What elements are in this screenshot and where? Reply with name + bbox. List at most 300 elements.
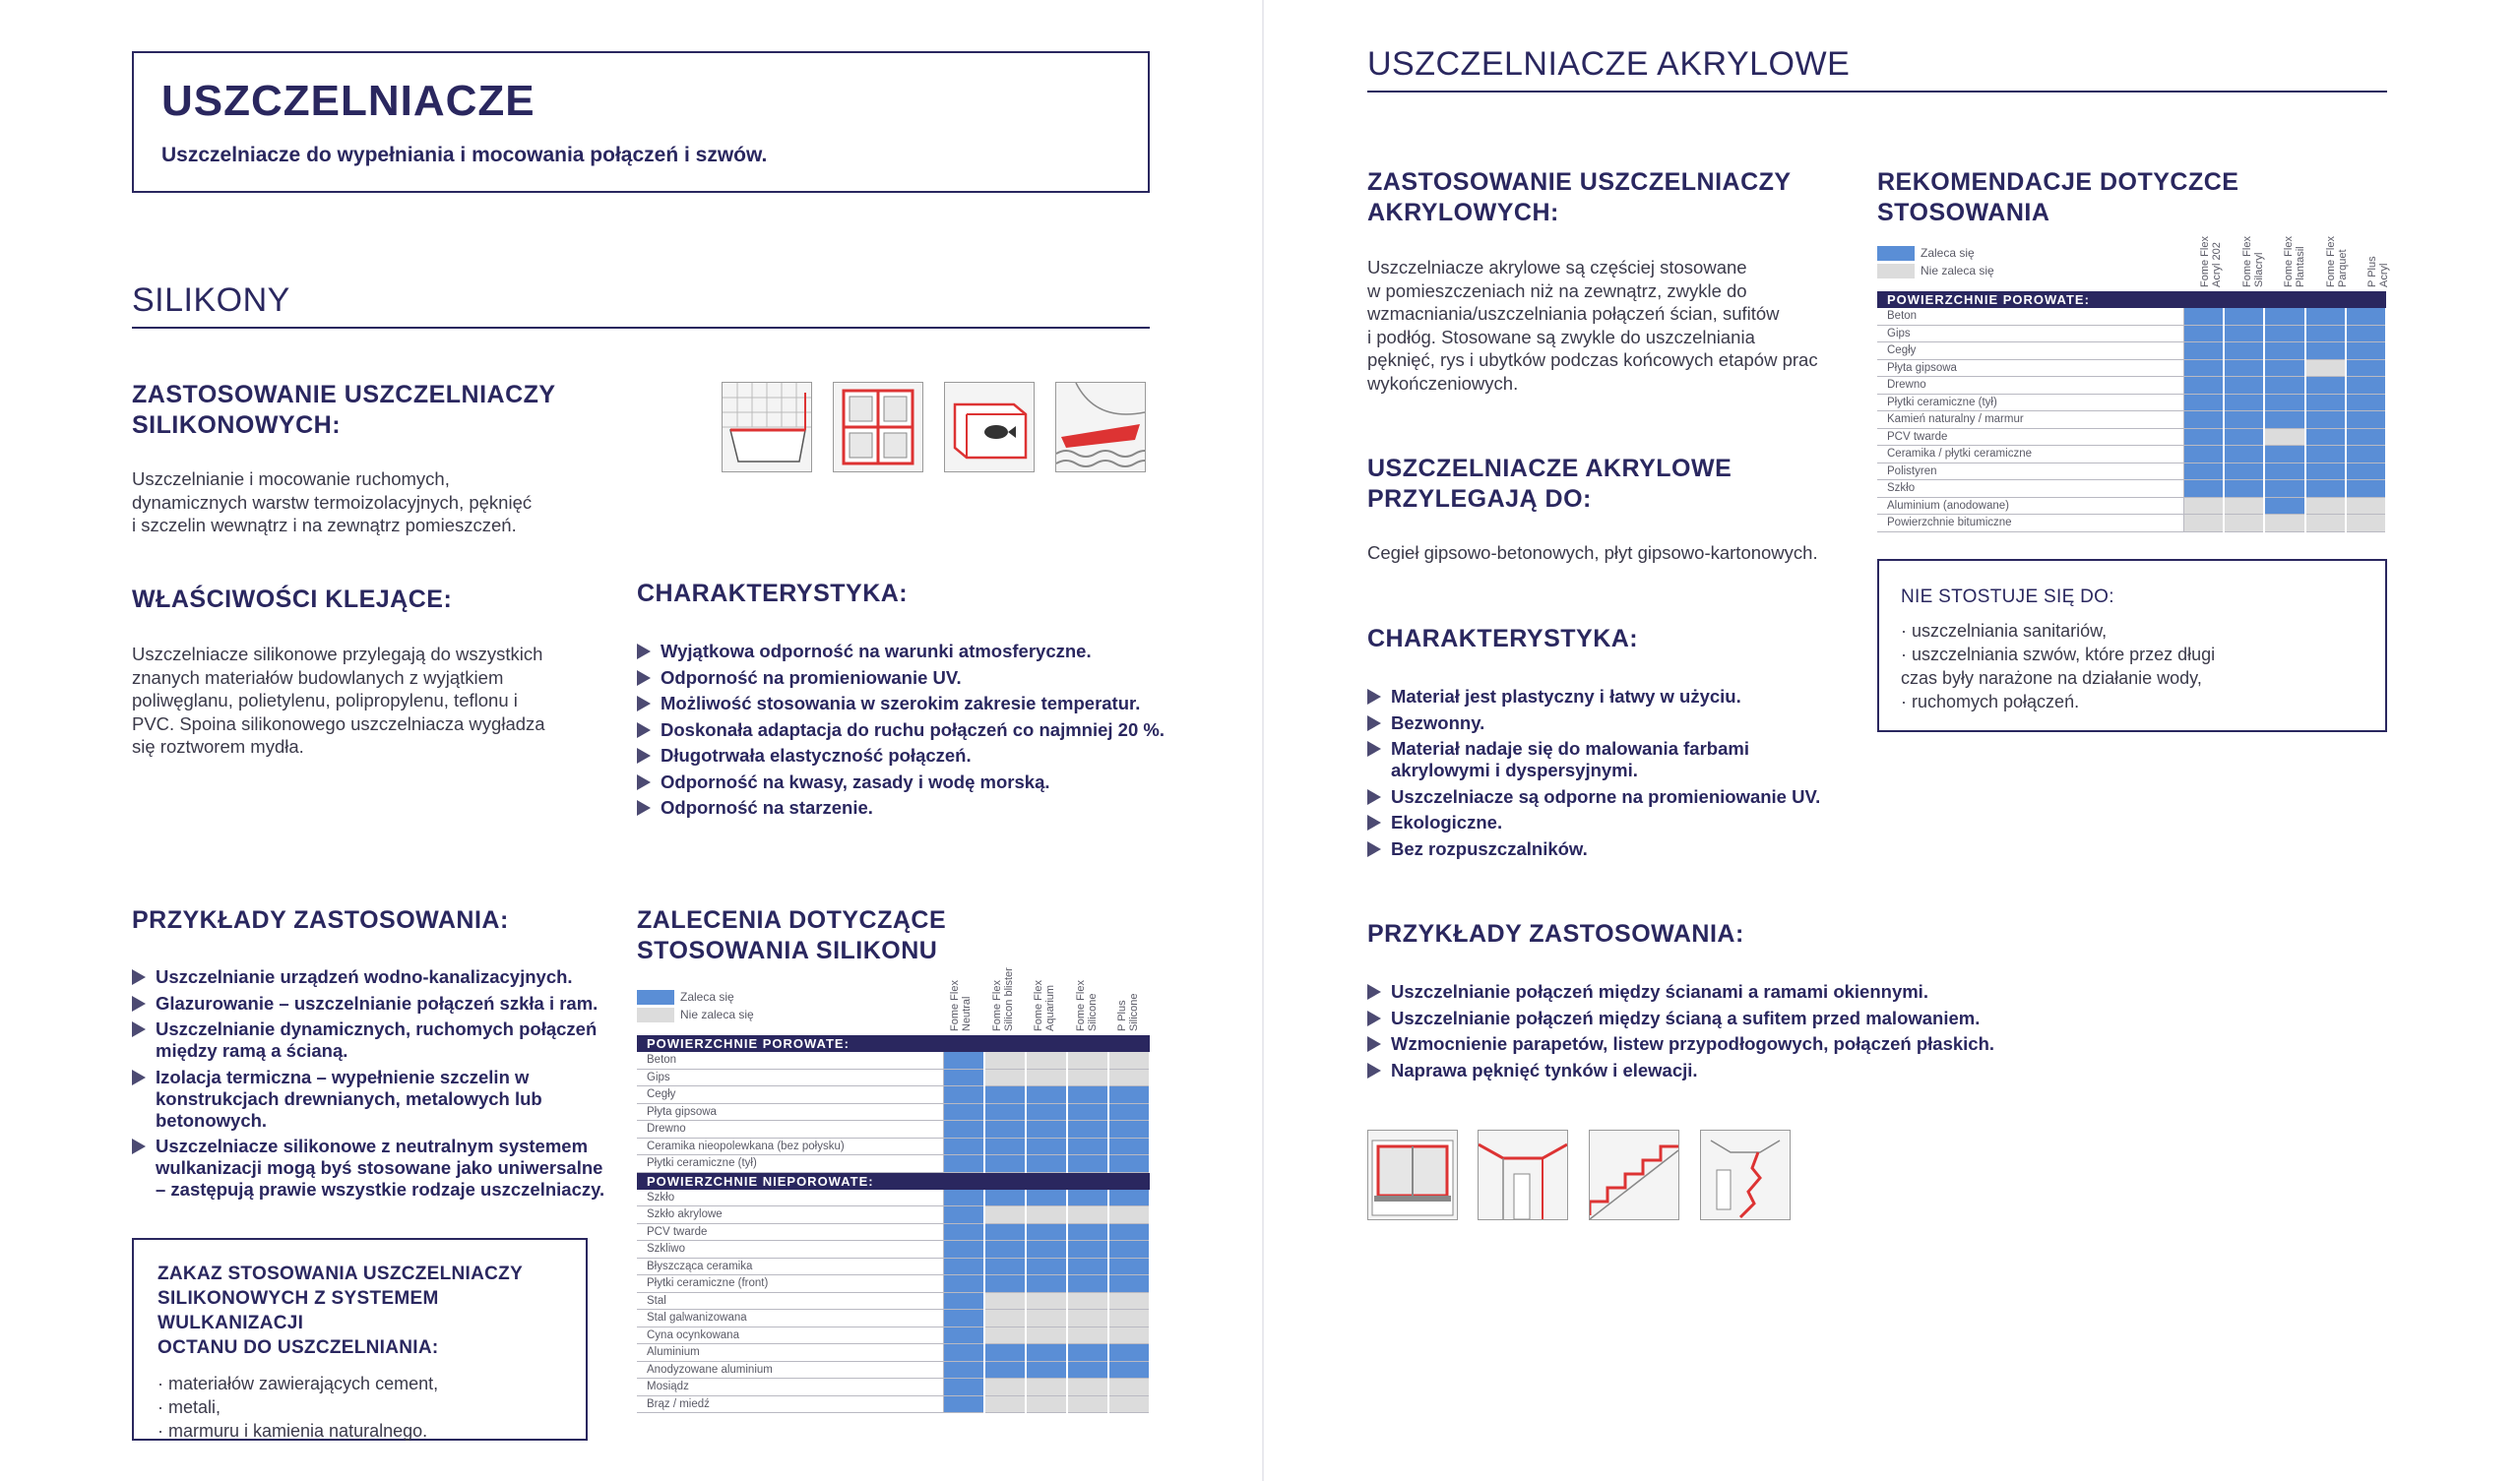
recommended-cell	[2346, 359, 2386, 377]
column-header-label: Fome Flex Plantasil	[2283, 236, 2306, 287]
table-group-header	[637, 1172, 1150, 1190]
column-header	[943, 962, 985, 1031]
recommended-cell	[943, 1379, 984, 1396]
text-line: STOSOWANIA SILIKONU	[637, 937, 938, 964]
text-line: wulkanizacji mogą byś stosowane jako uniwersalne	[156, 1157, 603, 1178]
recommended-cell	[2305, 411, 2346, 429]
not-recommended-cell	[1108, 1206, 1150, 1224]
stairs-icon	[1589, 1130, 1679, 1220]
row-label: Błyszcząca ceramika	[637, 1258, 943, 1275]
column-header	[2361, 218, 2403, 287]
usage-heading-line1: ZASTOSOWANIE USZCZELNIACZY	[132, 381, 556, 408]
recommended-cell	[2305, 377, 2346, 395]
recommended-cell	[2264, 325, 2304, 342]
recommended-cell	[2305, 308, 2346, 325]
boat-icon	[1055, 382, 1146, 472]
column-header	[2193, 218, 2236, 287]
recommended-cell	[2346, 308, 2386, 325]
recommended-cell	[2183, 480, 2224, 498]
recommended-cell	[1108, 1275, 1150, 1293]
header-box	[132, 51, 1150, 193]
column-header-label: Fome Flex Acryl 202	[2199, 236, 2223, 287]
silicone-column-headers	[943, 962, 1153, 1031]
recommended-cell	[984, 1361, 1026, 1379]
table-row	[1877, 411, 2386, 429]
recommended-cell	[1026, 1241, 1067, 1259]
recommended-cell	[2183, 428, 2224, 446]
row-label: Mosiądz	[637, 1379, 943, 1396]
legend-no-label: Nie zaleca się	[1921, 264, 1994, 278]
table-row	[637, 1379, 1150, 1396]
table-row	[1877, 428, 2386, 446]
section-rule	[1367, 91, 2387, 93]
row-label: Drewno	[637, 1121, 943, 1139]
column-header	[2236, 218, 2278, 287]
text-line: Izolacja termiczna – wypełnienie szczelin w	[156, 1066, 530, 1087]
table-row	[637, 1052, 1150, 1069]
acrylic-examples-heading: PRZYKŁADY ZASTOSOWANIA:	[1367, 920, 1744, 948]
recommended-cell	[2305, 446, 2346, 463]
list-item	[1367, 812, 1820, 833]
not-recommended-cell	[1026, 1379, 1067, 1396]
table-row	[637, 1155, 1150, 1173]
text-line: Ekologiczne.	[1391, 812, 1503, 833]
row-label: Ceramika nieopolewkana (bez połysku)	[637, 1138, 943, 1155]
column-header-label: Fome Flex Neutral	[949, 980, 973, 1031]
recommended-cell	[1067, 1223, 1108, 1241]
recommended-cell	[1108, 1241, 1150, 1259]
table-row	[1877, 463, 2386, 480]
recommended-cell	[1026, 1223, 1067, 1241]
recommended-cell	[2224, 308, 2264, 325]
text-line: Bezwonny.	[1391, 711, 1485, 733]
recommended-cell	[984, 1344, 1026, 1362]
adhesive-text	[132, 643, 545, 759]
recommended-cell	[1108, 1344, 1150, 1362]
text-line: AKRYLOWYCH:	[1367, 199, 1559, 226]
text-line: i podłóg. Stosowane są zwykle do uszczelniania	[1367, 326, 1755, 347]
legend-no-swatch	[1877, 264, 1915, 278]
row-label: Aluminium (anodowane)	[1877, 497, 2183, 515]
not-recommended-cell	[1067, 1379, 1108, 1396]
acrylic-characteristics-list	[1367, 686, 1820, 864]
legend-yes-swatch	[637, 990, 674, 1005]
row-label: Kamień naturalny / marmur	[1877, 411, 2183, 429]
recommended-cell	[984, 1121, 1026, 1139]
column-header-label: P Plus Acryl	[2366, 256, 2390, 287]
recommended-cell	[1067, 1086, 1108, 1104]
recommended-cell	[943, 1241, 984, 1259]
table-row	[637, 1241, 1150, 1259]
not-recommended-cell	[2346, 515, 2386, 532]
not-recommended-cell	[1026, 1069, 1067, 1086]
recommended-cell	[943, 1310, 984, 1327]
group-label: POWIERZCHNIE POROWATE:	[1877, 291, 2386, 308]
legend-no	[1877, 262, 1994, 279]
row-label: PCV twarde	[1877, 428, 2183, 446]
list-item: Doskonała adaptacja do ruchu połączeń co najmniej 20 %.	[637, 719, 1165, 741]
acrylic-usage-heading	[1367, 167, 1792, 228]
recommended-cell	[2305, 342, 2346, 360]
list-item: Wyjątkowa odporność na warunki atmosferyczne.	[637, 641, 1165, 662]
recommended-cell	[984, 1258, 1026, 1275]
recommended-cell	[1026, 1258, 1067, 1275]
recommended-cell	[1026, 1121, 1067, 1139]
bathtub-icon	[722, 382, 812, 472]
recommended-cell	[1108, 1086, 1150, 1104]
recommended-cell	[1108, 1190, 1150, 1206]
recommended-cell	[1067, 1241, 1108, 1259]
text-line: ZAKAZ STOSOWANIA USZCZELNIACZY	[158, 1264, 524, 1284]
table-row	[637, 1138, 1150, 1155]
list-item: · uszczelniania sanitariów,	[1901, 621, 2108, 641]
legend-yes	[1877, 244, 1994, 262]
row-label: Szkło	[1877, 480, 2183, 498]
recommended-cell	[2224, 446, 2264, 463]
table-row	[1877, 394, 2386, 411]
list-item	[132, 993, 604, 1015]
column-header-label: P Plus Silicone	[1116, 993, 1140, 1031]
list-item	[132, 1067, 604, 1132]
table-row	[637, 1206, 1150, 1224]
table-row	[1877, 359, 2386, 377]
acrylic-reco-heading	[1877, 167, 2238, 228]
page-subtitle: Uszczelniacze do wypełniania i mocowania połączeń i szwów.	[161, 144, 768, 166]
legend-yes-swatch	[1877, 246, 1915, 261]
legend-yes	[637, 988, 754, 1006]
row-label: Brąz / miedź	[637, 1395, 943, 1413]
row-label: Płytki ceramiczne (front)	[637, 1275, 943, 1293]
recommended-cell	[1067, 1103, 1108, 1121]
column-header-label: Fome Flex Aquarium	[1033, 980, 1056, 1031]
text-line: w pomieszczeniach niż na zewnątrz, zwykle do	[1367, 279, 1747, 301]
text-line: wykończeniowych.	[1367, 372, 1519, 394]
ban-box	[132, 1238, 588, 1441]
legend-no	[637, 1006, 754, 1023]
recommended-cell	[2264, 394, 2304, 411]
not-recommended-cell	[2305, 515, 2346, 532]
recommended-cell	[2346, 394, 2386, 411]
row-label: Stal	[637, 1292, 943, 1310]
recommended-cell	[2305, 394, 2346, 411]
recommended-cell	[2264, 446, 2304, 463]
not-applicable-title: NIE STOSTUJE SIĘ DO:	[1901, 586, 2114, 607]
not-recommended-cell	[1067, 1292, 1108, 1310]
recommended-cell	[943, 1138, 984, 1155]
table-row	[637, 1190, 1150, 1206]
not-recommended-cell	[1026, 1327, 1067, 1344]
column-header	[985, 962, 1028, 1031]
recommended-cell	[2346, 377, 2386, 395]
aquarium-icon	[944, 382, 1035, 472]
text-line: Materiał jest plastyczny i łatwy w użyciu.	[1391, 686, 1741, 707]
acrylic-adhere-heading	[1367, 454, 1732, 515]
recommended-cell	[1067, 1155, 1108, 1173]
recommended-cell	[2264, 480, 2304, 498]
text-line: konstrukcjach drewnianych, metalowych lub	[156, 1087, 542, 1109]
table-row	[1877, 377, 2386, 395]
recommended-cell	[943, 1121, 984, 1139]
text-line: REKOMENDACJE DOTYCZCE	[1877, 168, 2239, 196]
text-line: Uszczelnianie i mocowanie ruchomych,	[132, 468, 450, 489]
text-line: akrylowymi i dyspersyjnymi.	[1391, 760, 1638, 780]
recommended-cell	[984, 1155, 1026, 1173]
row-label: PCV twarde	[637, 1223, 943, 1241]
text-line: Uszczelniacze silikonowe przylegają do wszystkich	[132, 644, 543, 664]
not-recommended-cell	[1026, 1052, 1067, 1069]
usage-heading-line2: SILIKONOWYCH:	[132, 411, 342, 439]
recommended-cell	[943, 1327, 984, 1344]
row-label: Cyna ocynkowana	[637, 1327, 943, 1344]
recommended-cell	[1108, 1258, 1150, 1275]
recommended-cell	[1026, 1361, 1067, 1379]
table-group-header	[637, 1035, 1150, 1052]
legend-yes-label: Zaleca się	[680, 990, 734, 1004]
text-line: Uszczelniacze silikonowe z neutralnym systemem	[156, 1136, 589, 1156]
silicone-legend	[637, 988, 754, 1023]
recommended-cell	[2346, 428, 2386, 446]
list-item: Możliwość stosowania w szerokim zakresie temperatur.	[637, 693, 1165, 714]
recommended-cell	[1026, 1275, 1067, 1293]
recommended-cell	[2305, 480, 2346, 498]
recommended-cell	[943, 1292, 984, 1310]
not-recommended-cell	[1108, 1395, 1150, 1413]
recommended-cell	[1026, 1155, 1067, 1173]
recommended-cell	[2264, 377, 2304, 395]
examples-list	[132, 966, 604, 1205]
acrylic-usage-text	[1367, 256, 1818, 395]
list-item: · marmuru i kamienia naturalnego.	[158, 1421, 428, 1441]
table-row	[637, 1292, 1150, 1310]
list-item	[1367, 738, 1820, 781]
list-item: Odporność na promieniowanie UV.	[637, 667, 1165, 689]
row-label: Drewno	[1877, 377, 2183, 395]
not-recommended-cell	[2305, 359, 2346, 377]
recommended-cell	[2183, 463, 2224, 480]
window-frame-icon	[1367, 1130, 1458, 1220]
not-recommended-cell	[984, 1206, 1026, 1224]
list-item: czas były narażone na działanie wody,	[1901, 668, 2202, 688]
not-recommended-cell	[2224, 515, 2264, 532]
recommended-cell	[2183, 342, 2224, 360]
not-recommended-cell	[1108, 1379, 1150, 1396]
recommended-cell	[984, 1103, 1026, 1121]
acrylic-characteristics-heading: CHARAKTERYSTYKA:	[1367, 625, 1639, 652]
text-line: Uszczelniacze akrylowe są częściej stosowane	[1367, 257, 1747, 278]
recommended-cell	[1108, 1361, 1150, 1379]
recommended-cell	[984, 1241, 1026, 1259]
column-header	[1027, 962, 1069, 1031]
crack-repair-icon	[1700, 1130, 1791, 1220]
page-title: USZCZELNIACZE	[161, 77, 536, 125]
row-label: Płytki ceramiczne (tył)	[1877, 394, 2183, 411]
list-item: · uszczelniania szwów, które przez długi	[1901, 645, 2216, 664]
recommended-cell	[1108, 1138, 1150, 1155]
recommended-cell	[2305, 325, 2346, 342]
text-line: – zastępują prawie wszystkie rodzaje uszczelniaczy.	[156, 1179, 605, 1200]
recommended-cell	[2183, 308, 2224, 325]
text-line: Bez rozpuszczalników.	[1391, 837, 1588, 859]
text-line: betonowych.	[156, 1109, 268, 1131]
recommended-cell	[2183, 394, 2224, 411]
row-label: Polistyren	[1877, 463, 2183, 480]
recommended-cell	[1026, 1138, 1067, 1155]
recommended-cell	[1067, 1275, 1108, 1293]
recommended-cell	[1108, 1155, 1150, 1173]
row-label: Szkło akrylowe	[637, 1206, 943, 1224]
table-row	[637, 1361, 1150, 1379]
not-recommended-cell	[1067, 1327, 1108, 1344]
legend-no-label: Nie zaleca się	[680, 1008, 754, 1021]
not-applicable-list	[1901, 619, 2363, 713]
column-header-label: Fome Flex Silicone	[1074, 980, 1099, 1031]
table-row	[637, 1344, 1150, 1362]
list-item: Uszczelnianie połączeń między ścianami a ramami okiennymi.	[1367, 981, 1994, 1003]
adhesive-heading: WŁAŚCIWOŚCI KLEJĄCE:	[132, 586, 453, 613]
list-item	[132, 966, 604, 988]
section-rule	[132, 327, 1150, 329]
row-label: Aluminium	[637, 1344, 943, 1362]
legend-no-swatch	[637, 1008, 674, 1022]
recommended-cell	[2264, 308, 2304, 325]
section-title-silikony: SILIKONY	[132, 281, 290, 319]
not-recommended-cell	[1108, 1310, 1150, 1327]
recommended-cell	[2224, 325, 2264, 342]
row-label: Ceramika / płytki ceramiczne	[1877, 446, 2183, 463]
usage-heading	[132, 380, 556, 441]
row-label: Cegły	[1877, 342, 2183, 360]
table-row	[637, 1327, 1150, 1344]
table-row	[1877, 308, 2386, 325]
recommended-cell	[1026, 1086, 1067, 1104]
recommended-cell	[2346, 463, 2386, 480]
column-header-label: Fome Flex Silacryl	[2240, 236, 2265, 287]
recommended-cell	[943, 1190, 984, 1206]
table-row	[637, 1310, 1150, 1327]
not-recommended-cell	[2305, 497, 2346, 515]
row-label: Beton	[1877, 308, 2183, 325]
column-header-label: Fome Flex Parquet	[2324, 236, 2349, 287]
recommended-cell	[2224, 377, 2264, 395]
list-item: Odporność na kwasy, zasady i wodę morską.	[637, 771, 1165, 793]
recommended-cell	[2183, 325, 2224, 342]
table-row	[637, 1069, 1150, 1086]
table-row	[1877, 497, 2386, 515]
examples-heading: PRZYKŁADY ZASTOSOWANIA:	[132, 906, 509, 934]
recommended-cell	[984, 1086, 1026, 1104]
recommended-cell	[1108, 1223, 1150, 1241]
not-recommended-cell	[984, 1327, 1026, 1344]
table-row	[637, 1395, 1150, 1413]
row-label: Gips	[1877, 325, 2183, 342]
text-line: dynamicznych warstw termoizolacyjnych, pęknięć	[132, 491, 533, 513]
not-recommended-cell	[1067, 1206, 1108, 1224]
recommended-cell	[2305, 463, 2346, 480]
not-recommended-cell	[1108, 1327, 1150, 1344]
recommended-cell	[984, 1223, 1026, 1241]
group-label: POWIERZCHNIE NIEPOROWATE:	[637, 1172, 1150, 1190]
list-item	[1367, 786, 1820, 808]
list-item: Wzmocnienie parapetów, listew przypodłogowych, połączeń płaskich.	[1367, 1033, 1994, 1055]
list-item: Odporność na starzenie.	[637, 797, 1165, 819]
text-line: się roztworem mydła.	[132, 736, 304, 757]
recommended-cell	[943, 1086, 984, 1104]
row-label: Beton	[637, 1052, 943, 1069]
text-line: Uszczelnianie urządzeń wodno-kanalizacyjnych.	[156, 966, 573, 987]
recommended-cell	[1026, 1190, 1067, 1206]
list-item: · ruchomych połączeń.	[1901, 692, 2080, 711]
recommended-cell	[2224, 411, 2264, 429]
list-item: Uszczelnianie połączeń między ścianą a sufitem przed malowaniem.	[1367, 1008, 1994, 1029]
recommended-cell	[1026, 1103, 1067, 1121]
recommended-cell	[943, 1361, 984, 1379]
row-label: Anodyzowane aluminium	[637, 1361, 943, 1379]
list-item	[1367, 712, 1820, 734]
recommended-cell	[943, 1223, 984, 1241]
text-line: PRZYLEGAJĄ DO:	[1367, 485, 1592, 513]
list-item: Naprawa pęknięć tynków i elewacji.	[1367, 1060, 1994, 1081]
recommended-cell	[943, 1395, 984, 1413]
recommended-cell	[2346, 325, 2386, 342]
recommended-cell	[2264, 497, 2304, 515]
list-item	[132, 1018, 604, 1062]
row-label: Gips	[637, 1069, 943, 1086]
text-line: ZALECENIA DOTYCZĄCE	[637, 906, 947, 934]
characteristics-heading: CHARAKTERYSTYKA:	[637, 580, 909, 607]
not-recommended-cell	[984, 1052, 1026, 1069]
not-recommended-cell	[1067, 1052, 1108, 1069]
column-header	[2277, 218, 2319, 287]
list-item: Długotrwała elastyczność połączeń.	[637, 745, 1165, 767]
table-row	[1877, 480, 2386, 498]
text-line: wzmacniania/uszczelniania połączeń ścian, sufitów	[1367, 303, 1780, 324]
table-row	[1877, 515, 2386, 532]
table-row	[1877, 342, 2386, 360]
column-header	[2319, 218, 2362, 287]
row-label: Szkło	[637, 1190, 943, 1206]
not-recommended-cell	[1067, 1310, 1108, 1327]
acrylic-column-headers	[2193, 218, 2403, 287]
row-label: Płyta gipsowa	[637, 1103, 943, 1121]
not-recommended-cell	[984, 1379, 1026, 1396]
recommended-cell	[943, 1103, 984, 1121]
acrylic-examples-list	[1367, 981, 1994, 1085]
not-recommended-cell	[1108, 1069, 1150, 1086]
not-recommended-cell	[2183, 497, 2224, 515]
group-label: POWIERZCHNIE POROWATE:	[637, 1035, 1150, 1052]
recommended-cell	[2224, 463, 2264, 480]
usage-text	[132, 467, 532, 537]
recommended-cell	[943, 1344, 984, 1362]
text-line: USZCZELNIACZE AKRYLOWE	[1367, 455, 1732, 482]
recommended-cell	[2183, 446, 2224, 463]
silicone-reco-table	[637, 1035, 1151, 1413]
not-recommended-cell	[1108, 1292, 1150, 1310]
table-row	[637, 1258, 1150, 1275]
recommended-cell	[2183, 359, 2224, 377]
column-header	[1110, 962, 1153, 1031]
recommended-cell	[1067, 1138, 1108, 1155]
recommended-cell	[943, 1275, 984, 1293]
text-line: i szczelin wewnątrz i na zewnątrz pomieszczeń.	[132, 515, 517, 535]
table-row	[637, 1275, 1150, 1293]
recommended-cell	[943, 1052, 984, 1069]
not-recommended-cell	[984, 1310, 1026, 1327]
column-header-label: Fome Flex Silicon blister	[990, 967, 1015, 1031]
not-recommended-cell	[2346, 497, 2386, 515]
table-row	[637, 1086, 1150, 1104]
characteristics-list	[637, 641, 1165, 824]
